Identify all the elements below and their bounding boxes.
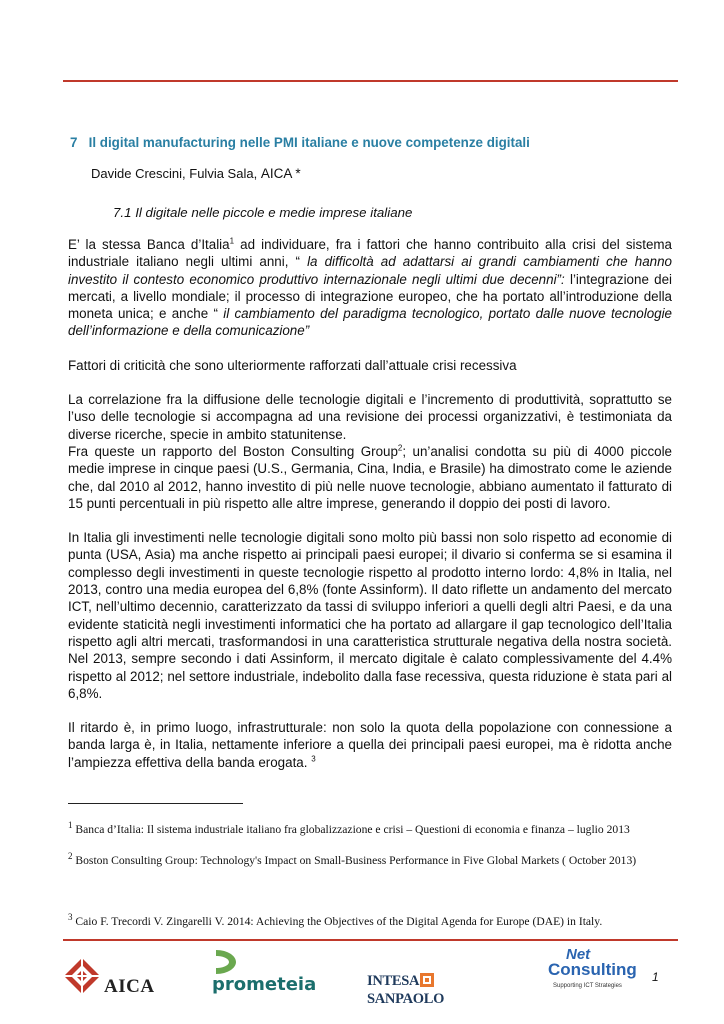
prometeia-logo [212,948,317,998]
footer-logos [0,944,724,1024]
footnote-ref-1[interactable]: 1 [229,236,235,246]
author-names: Davide Crescini, Fulvia Sala, [91,166,258,181]
prometeia-mark-icon [214,948,240,976]
p4-text-b: ; un’analisi condotta su più di 4000 piccole medie imprese in cinque paesi (U.S., Germania, Cina, India, e Brasile) ha dimostrato come le aziende che, dal 2010 al 2012, hanno investito di più nelle nuove tecnologie, abbiano aumentato il fatturato di 15 punti percentuali in più rispetto alle altre imprese, generando il doppio dei posti di lavoro. [68,443,673,511]
intesa-sanpaolo-logo [367,972,507,1007]
footnote-separator [68,803,243,804]
net-logo-top: Net [566,946,591,963]
p4-text-a: Fra queste un rapporto del Boston Consulting Group [68,443,398,459]
paragraph-1 [68,236,672,340]
net-logo-sub: Supporting ICT Strategies [553,983,622,989]
net-logo-mid: Consulting [548,960,637,979]
footnote-ref-2[interactable]: 2 [397,443,403,453]
paragraph-3: La correlazione fra la diffusione delle tecnologie digitali e l’incremento di produttività, soprattutto se l’uso delle tecnologie si accompagna ad una revisione dei processi organizzativi, è testimoniata da diverse ricerche, specie in ambito statunitense. [68,392,672,442]
p1-text-a: E’ la stessa Banca d’Italia [68,237,230,252]
aica-logo-text: AICA [104,976,155,997]
section-number: 7.1 [113,205,132,220]
chapter-heading [70,135,530,150]
page-number: 1 [652,970,659,984]
p1-quote-1: la difficoltà ad adattarsi ai grandi cambiamenti che hanno investito il contesto economico produttivo internazionale negli ultimi due decenni”: [68,254,673,287]
p1-quote-2: il cambiamento del paradigma tecnologico, portato dalle nuove tecnologie dell’informazione e della comunicazione” [68,306,673,339]
paragraph-2: Fattori di criticità che sono ulteriormente rafforzati dall’attuale crisi recessiva [68,357,517,373]
footnote-1-text: Banca d’Italia: Il sistema industriale italiano fra globalizzazione e crisi – Questioni di economia e finanza – luglio 2013 [72,823,630,836]
aica-diamond-icon [62,956,102,996]
footer-rule [63,939,678,941]
p1-text-b: ad individuare, fra i fattori che hanno contribuito alla crisi del sistema industriale italiano negli ultimi anni, “ [68,237,672,270]
body-text [68,236,672,788]
author-org: AICA * [260,166,301,181]
footnote-ref-3[interactable]: 3 [311,754,316,764]
paragraph-6 [68,719,672,771]
footnote-1 [68,822,672,837]
footnote-3 [68,914,672,929]
footnote-2-number: 2 [68,851,73,862]
chapter-title: Il digital manufacturing nelle PMI italiane e nuove competenze digitali [88,135,530,150]
footnote-2-text: Boston Consulting Group: Technology's Impact on Small-Business Performance in Five Global Markets ( October 2013) [72,854,637,867]
section-title: Il digitale nelle piccole e medie imprese italiane [135,205,413,220]
footnote-3-text: Caio F. Trecordi V. Zingarelli V. 2014: Achieving the Objectives of the Digital Agenda for Europe (DAE) in Italy. [72,915,603,928]
section-heading [113,205,412,220]
p6-text-a: Il ritardo è, in primo luogo, infrastrutturale: non solo la quota della popolazione con connessione a banda larga è, in Italia, nettamente inferiore a quella dei principali paesi europei, ma è ridotta anche l’ampiezza effettiva della banda erogata. [68,720,672,770]
net-consulting-logo [544,946,637,1002]
footnote-3-number: 3 [68,912,73,923]
header-rule [63,80,678,82]
intesa-text-b: SANPAOLO [367,991,445,1007]
footnote-2 [68,853,672,868]
paragraph-4 [68,443,672,512]
paragraph-5: In Italia gli investimenti nelle tecnologie digitali sono molto più bassi non solo rispetto ad economie di punta (USA, Asia) ma anche rispetto ai principali paesi europei; il divario si conferma se si esamina il complesso degli investimenti in queste tecnologie rispetto al prodotto interno lordo: 4,8% in Italia, nel 2013, contro una media europea del 6,8% (fonte Assinform). Il dato riflette un andamento del mercato ICT, nell’ultimo decennio, caratterizzato da tassi di sviluppo inferiori a quelli degli altri Paesi, e da una evidente staticità negli investimenti informatici che ha portato ad allargare il gap tecnologico dell’Italia rispetto agli altri mercati, trasformandosi in una caratteristica strutturale negativa della nostra società. Nel 2013, sempre secondo i dati Assinform, il mercato digitale è calato complessivamente del 4.4% rispetto al 2012; nel settore industriale, indebolito dalla fase recessiva, questa riduzione è stata pari al 6,8%. [68,530,672,701]
footnote-1-number: 1 [68,820,73,831]
authors-line [91,166,301,181]
p1-text-c: l’integrazione dei mercati, a livello mondiale; il processo di integrazione europeo, che ha portato all’introduzione della moneta unica; e anche “ [68,271,672,322]
intesa-text-a: INTESA [367,973,420,989]
intesa-mark-icon [420,973,434,987]
prometeia-logo-text: prometeia [212,974,317,995]
chapter-number: 7 [70,135,78,150]
aica-logo [62,956,162,996]
